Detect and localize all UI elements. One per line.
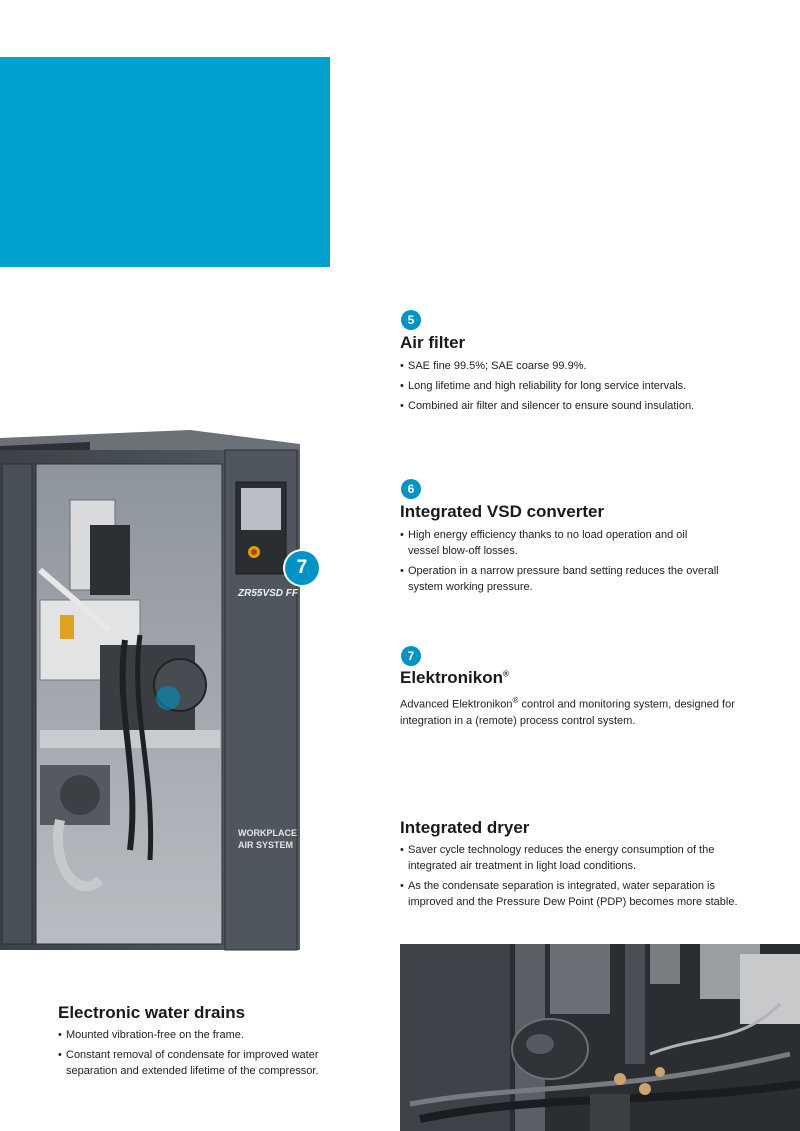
integrated-dryer-list — [400, 842, 740, 914]
list-item: • Long lifetime and high reliability for long service intervals. — [400, 378, 740, 394]
list-item: • Constant removal of condensate for improved water separation and extended lifetime of the compressor. — [58, 1047, 343, 1079]
section-number-badge — [401, 646, 421, 666]
elektronikon-description — [400, 693, 745, 729]
list-item: • SAE fine 99.5%; SAE coarse 99.9%. — [400, 358, 740, 374]
list-item: • High energy efficiency thanks to no load operation and oil vessel blow-off losses. — [400, 527, 720, 559]
registered-mark: ® — [512, 696, 519, 705]
dryer-drain-photo — [400, 944, 800, 1131]
panel-label-line-1: WORKPLACE — [238, 828, 297, 838]
vsd-converter-list — [400, 527, 720, 599]
compressor-drawing — [0, 430, 300, 960]
list-item: • Combined air filter and silencer to ensure sound insulation. — [400, 398, 740, 414]
list-item: • As the condensate separation is integrated, water separation is improved and the Pressure Dew Point (PDP) becomes more stable. — [400, 878, 740, 910]
elektronikon-callout-badge — [285, 551, 319, 585]
list-item: • Operation in a narrow pressure band setting reduces the overall system working pressure. — [400, 563, 720, 595]
list-item: • Saver cycle technology reduces the energy consumption of the integrated air treatment in light load conditions. — [400, 842, 740, 874]
badge-number: 6 — [407, 482, 415, 496]
badge-number: 7 — [296, 557, 308, 578]
water-drains-heading: Electronic water drains — [58, 1003, 246, 1022]
dryer-photo-drawing — [400, 944, 800, 1131]
model-label: ZR55VSD FF — [238, 588, 299, 599]
section-number-badge — [401, 310, 421, 330]
air-filter-heading: Air filter — [400, 333, 466, 352]
heading-text: Elektronikon — [400, 668, 503, 687]
panel-label-line-2: AIR SYSTEM — [238, 840, 294, 850]
vsd-converter-heading: Integrated VSD converter — [400, 502, 605, 521]
air-filter-list — [400, 358, 740, 418]
list-item: • Mounted vibration-free on the frame. — [58, 1027, 343, 1043]
section-number-badge — [401, 479, 421, 499]
description-text: Advanced Elektronikon — [400, 698, 513, 711]
integrated-dryer-heading: Integrated dryer — [400, 818, 530, 837]
elektronikon-heading — [400, 668, 509, 688]
water-drains-list — [58, 1027, 343, 1083]
blue-color-block — [0, 57, 330, 267]
badge-number: 7 — [407, 649, 415, 663]
badge-number: 5 — [407, 313, 415, 327]
description-text: control and monitoring system, designed for integration in a (remote) process control system. — [400, 698, 735, 727]
compressor-illustration — [0, 430, 300, 960]
registered-mark: ® — [502, 669, 509, 679]
